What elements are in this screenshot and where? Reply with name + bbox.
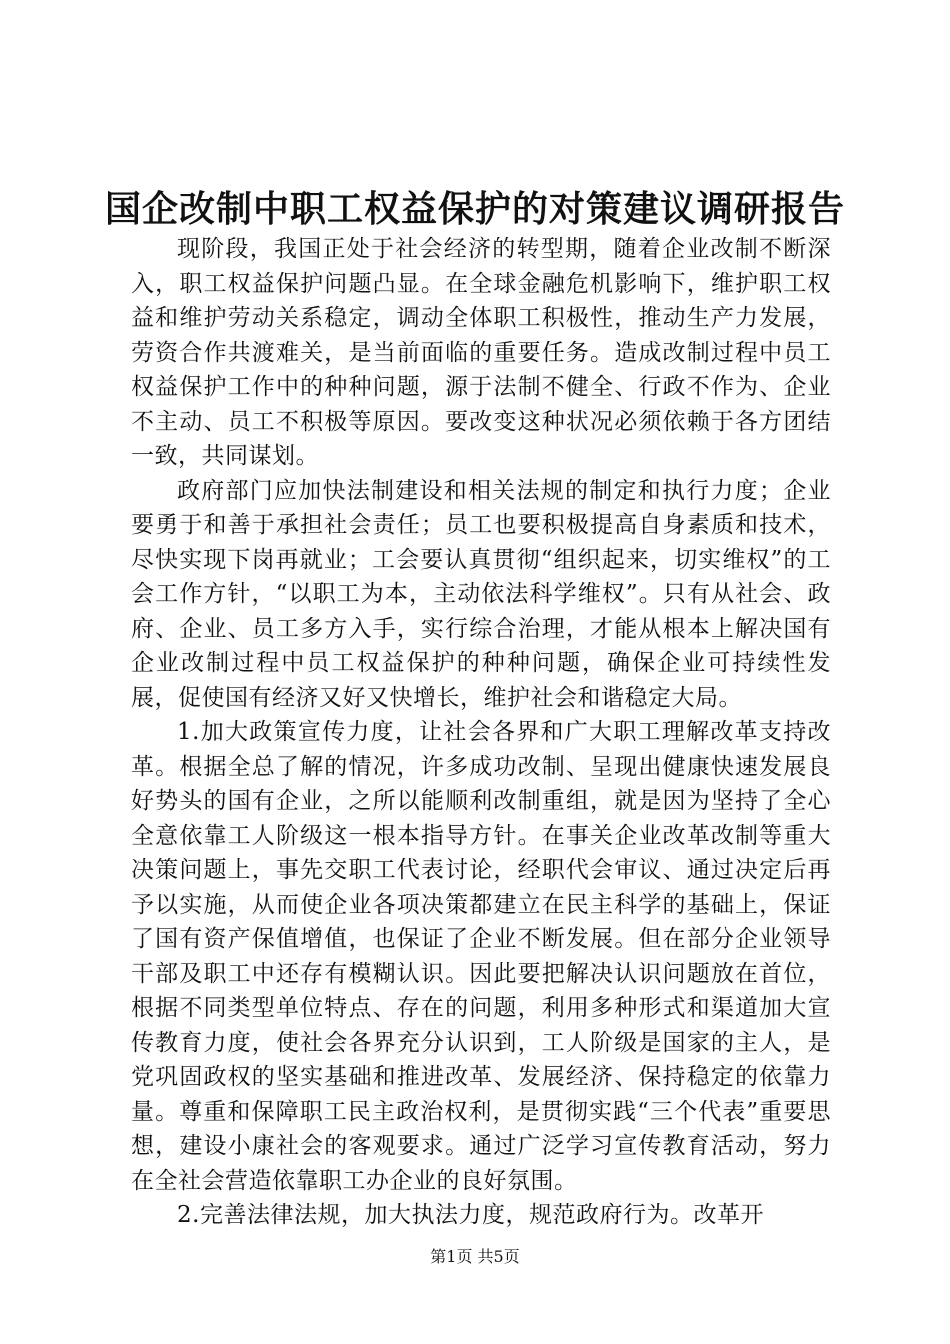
paragraph-point-2: 2.完善法律法规，加大执法力度，规范政府行为。改革开 — [177, 1202, 764, 1228]
paragraph-measures: 政府部门应加快法制建设和相关法规的制定和执行力度；企业要勇于和善于承担社会责任；员工也要积极提高自身素质和技术，尽快实现下岗再就业；工会要认真贯彻“组织起来，切实维权”的工会工作方针，“以职工为本，主动依法科学维权”。只有从社会、政府、企业、员工多方入手，实行综合治理，才能从根本上解决国有企业改制过程中员工权益保护的种种问题，确保企业可持续性发展，促使国有经济又好又快增长，维护社会和谐稳定大局。 — [131, 477, 831, 711]
document-title: 国企改制中职工权益保护的对策建议调研报告 — [104, 188, 845, 230]
page-number-footer: 第1页 共5页 — [430, 1247, 520, 1266]
document-body — [131, 232, 831, 1233]
paragraph-intro: 现阶段，我国正处于社会经济的转型期，随着企业改制不断深入，职工权益保护问题凸显。在全球金融危机影响下，维护职工权益和维护劳动关系稳定，调动全体职工积极性，推动生产力发展，劳资合作共渡难关，是当前面临的重要任务。造成改制过程中员工权益保护工作中的种种问题，源于法制不健全、行政不作为、企业不主动、员工不积极等原因。要改变这种状况必须依赖于各方团结一致，共同谋划。 — [131, 236, 831, 469]
paragraph-point-1: 1.加大政策宣传力度，让社会各界和广大职工理解改革支持改革。根据全总了解的情况，许多成功改制、呈现出健康快速发展良好势头的国有企业，之所以能顺利改制重组，就是因为坚持了全心全意依靠工人阶级这一根本指导方针。在事关企业改革改制等重大决策问题上，事先交职工代表讨论，经职代会审议、通过决定后再予以实施，从而使企业各项决策都建立在民主科学的基础上，保证了国有资产保值增值，也保证了企业不断发展。但在部分企业领导干部及职工中还存有模糊认识。因此要把解决认识问题放在首位，根据不同类型单位特点、存在的问题，利用多种形式和渠道加大宣传教育力度，使社会各界充分认识到，工人阶级是国家的主人，是党巩固政权的坚实基础和推进改革、发展经济、保持稳定的依靠力量。尊重和保障职工民主政治权利，是贯彻实践“三个代表”重要思想，建设小康社会的客观要求。通过广泛学习宣传教育活动，努力在全社会营造依靠职工办企业的良好氛围。 — [131, 719, 831, 1194]
